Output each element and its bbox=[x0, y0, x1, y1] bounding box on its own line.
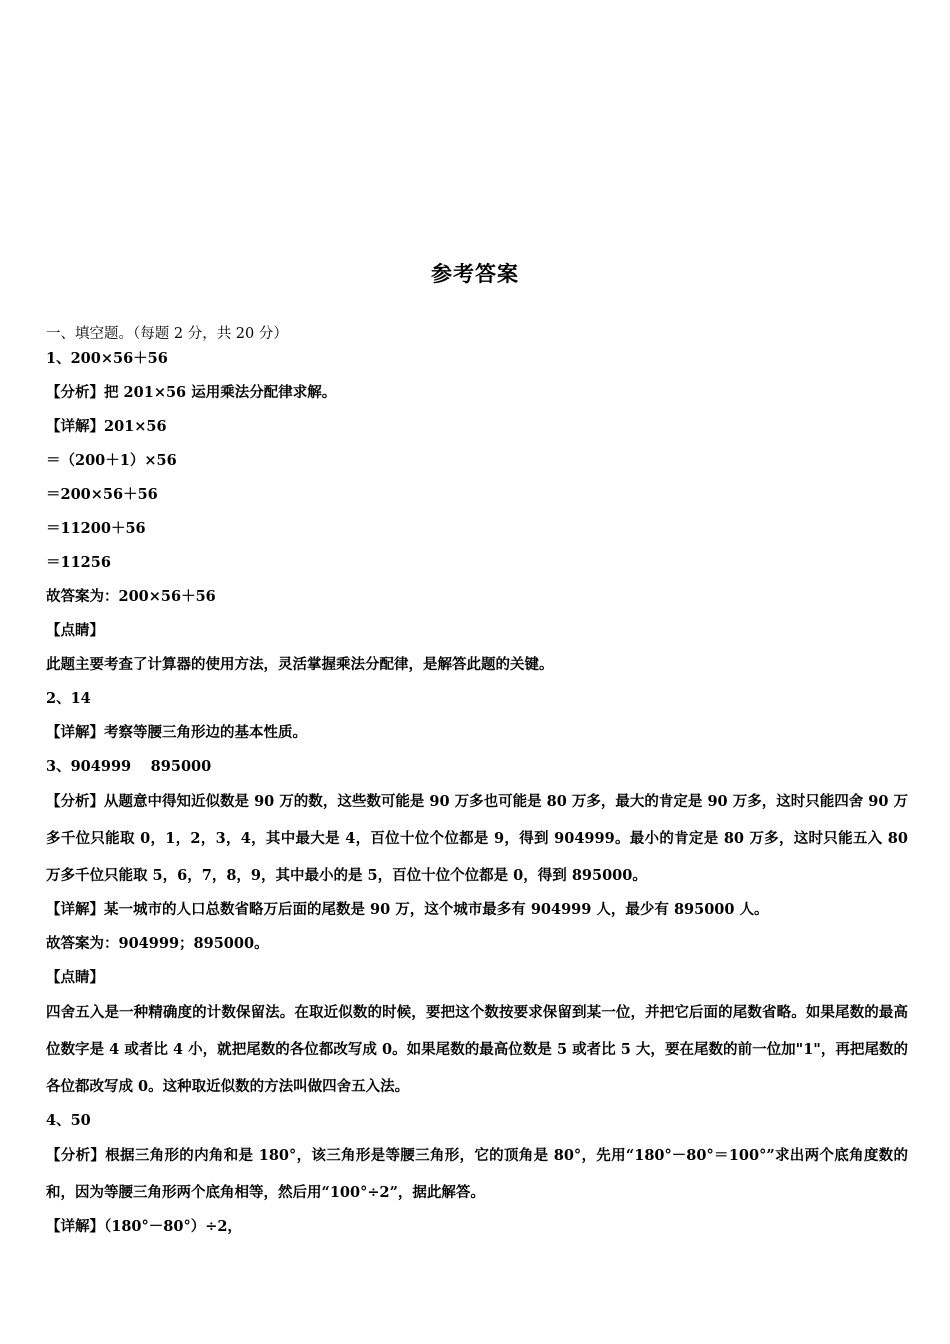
q1-step: ＝11200＋56 bbox=[46, 520, 146, 537]
q2-detail: 【详解】考察等腰三角形边的基本性质。 bbox=[46, 724, 307, 741]
q1-answer: 1、200×56＋56 bbox=[46, 350, 168, 367]
answer-content bbox=[46, 324, 908, 1251]
q1-step: ＝11256 bbox=[46, 554, 111, 571]
q3-answer: 3、904999 895000 bbox=[46, 758, 212, 775]
q1-detail-label: 【详解】201×56 bbox=[46, 418, 167, 435]
q3-detail: 【详解】某一城市的人口总数省略万后面的尾数是 90 万，这个城市最多有 904999 人，最少有 895000 人。 bbox=[46, 901, 769, 918]
q1-comment-label: 【点睛】 bbox=[46, 622, 104, 639]
q1-step: ＝200×56＋56 bbox=[46, 486, 158, 503]
q1-analysis: 【分析】把 201×56 运用乘法分配律求解。 bbox=[46, 384, 337, 401]
q3-comment-label: 【点睛】 bbox=[46, 969, 104, 986]
q4-analysis: 【分析】根据三角形的内角和是 180°，该三角形是等腰三角形，它的顶角是 80°，先用“180°－80°＝100°”求出两个底角度数的和，因为等腰三角形两个底角相等，然后用“100°÷2”，据此解答。 bbox=[46, 1147, 908, 1201]
q3-comment: 四舍五入是一种精确度的计数保留法。在取近似数的时候，要把这个数按要求保留到某一位，并把它后面的尾数省略。如果尾数的最高位数字是 4 或者比 4 小，就把尾数的各位都改写成 0。如果尾数的最高位数是 5 或者比 5 大，要在尾数的前一位加"1"，再把尾数的各位都改写成 0。这种取近似数的方法叫做四舍五入法。 bbox=[46, 1004, 908, 1095]
q1-step: ＝（200＋1）×56 bbox=[46, 452, 177, 469]
q1-comment: 此题主要考查了计算器的使用方法，灵活掌握乘法分配律，是解答此题的关键。 bbox=[46, 656, 554, 673]
q4-answer: 4、50 bbox=[46, 1112, 91, 1129]
section-heading: 一、填空题。（每题 2 分，共 20 分） bbox=[46, 326, 288, 342]
q3-analysis: 【分析】从题意中得知近似数是 90 万的数，这些数可能是 90 万多也可能是 80 万多，最大的肯定是 90 万多，这时只能四舍 90 万多千位只能取 0，1，2，3，4，其中最大是 4，百位十位个位都是 9，得到 904999。最小的肯定是 80 万多，这时只能五入 80 万多千位只能取 5，6，7，8，9，其中最小的是 5，百位十位个位都是 0，得到 895000。 bbox=[46, 793, 908, 884]
page-title: 参考答案 bbox=[431, 261, 519, 286]
q1-final-answer: 故答案为：200×56＋56 bbox=[46, 588, 216, 605]
q3-final-answer: 故答案为：904999；895000。 bbox=[46, 935, 269, 952]
q2-answer: 2、14 bbox=[46, 690, 91, 707]
q4-detail: 【详解】（180°－80°）÷2， bbox=[46, 1218, 242, 1235]
